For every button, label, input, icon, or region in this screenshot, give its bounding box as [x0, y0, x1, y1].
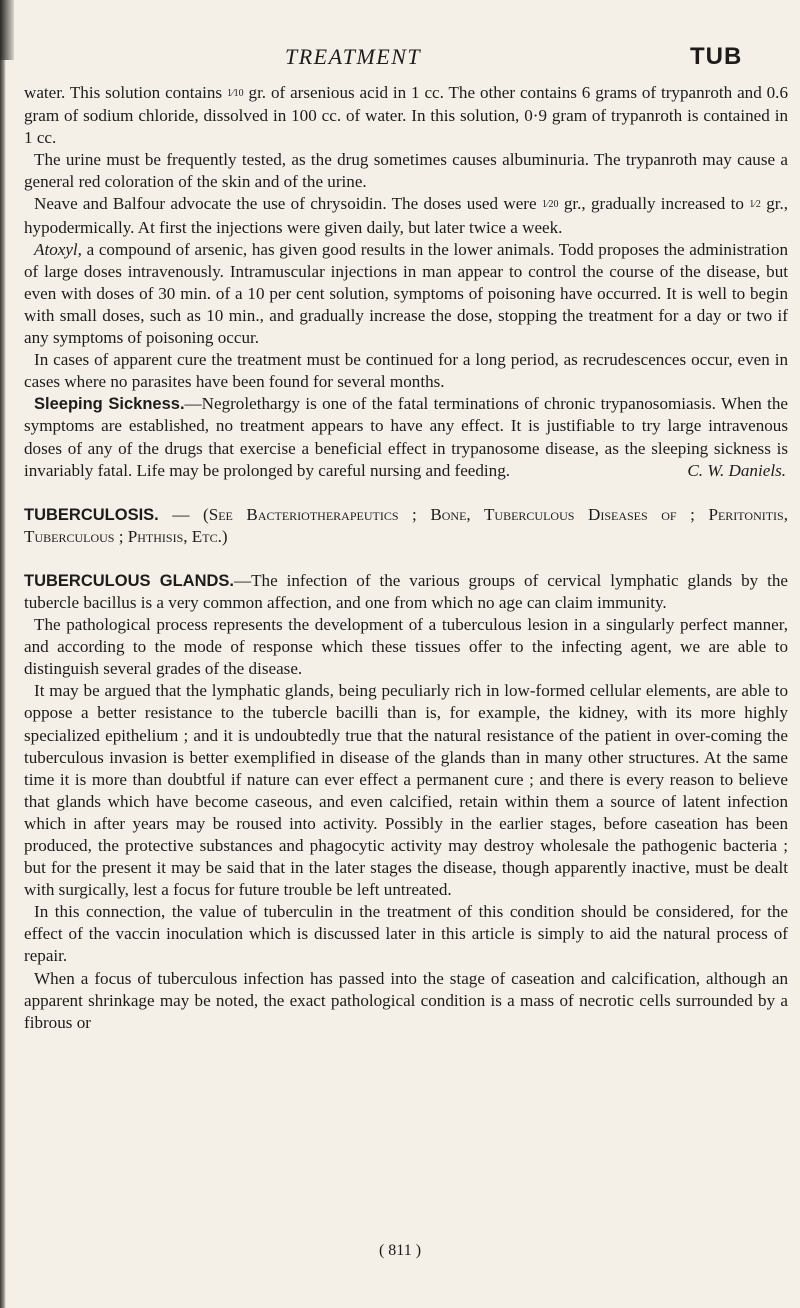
text-run: gr., hypodermically. At first the injections were given daily, but later twice a week.	[24, 194, 789, 237]
paragraph: In cases of apparent cure the treatment must be continued for a long period, as recrudescences occur, even in cases where no parasites have been found for several months.	[24, 350, 788, 392]
author-signature: C. W. Daniels.	[687, 460, 786, 480]
section-heading-tuberculous-glands: TUBERCULOUS GLANDS.	[24, 571, 234, 590]
body-text	[24, 82, 788, 1034]
text-run: —The infection of the various groups of cervical lymphatic glands by the tubercle bacillus is a very common affection, and one from which no age can claim immunity.	[24, 570, 788, 612]
fraction: 1⁄10	[226, 88, 244, 99]
text-run: Neave and Balfour advocate the use of chrysoidin. The doses used were	[34, 194, 537, 214]
fraction: 1⁄2	[749, 199, 761, 211]
paragraph	[24, 193, 788, 238]
paragraph: The urine must be frequently tested, as the drug sometimes causes albuminuria. The trypanroth may cause a general red coloration of the skin and of the urine.	[24, 150, 788, 192]
header-section-tag: TUB	[690, 43, 743, 70]
paragraph	[24, 82, 788, 149]
cross-reference: — (See Bacteriotherapeutics ; Bone, Tuberculous Diseases of ; Peritonitis, Tuberculous ; Phthisis, Etc.)	[24, 504, 788, 546]
text-run: water. This solution contains	[24, 83, 223, 102]
paragraph: It may be argued that the lymphatic glands, being peculiarly rich in low-formed cellular elements, are able to oppose a better resistance to the tubercle bacilli than is, for example, the kidney, with its more highly specialized epithelium ; and it is undoubtedly true that the natural resistance of the patient in over-coming the tuberculous invasion is better exemplified in disease of the glands than in many other structures. At the same time it is more than doubtful if nature can ever effect a permanent cure ; and there is every reason to believe that glands which have become caseous, and even calcified, retain within them a source of latent infection which in after years may be roused into activity. Possibly in the earlier stages, before caseation has been produced, the protective substances and phagocytic activity may destroy wholesale the pathogenic bacteria ; but for the present it may be said that in the later stages the disease, though apparently inactive, must be dealt with surgically, lest a focus for future trouble be left untreated.	[24, 681, 788, 900]
paragraph	[24, 504, 788, 548]
paragraph: When a focus of tuberculous infection has passed into the stage of caseation and calcification, although an apparent shrinkage may be noted, the exact pathological condition is a mass of necrotic cells surrounded by a fibrous or	[24, 968, 788, 1032]
text-run: —Negrolethargy is one of the fatal terminations of chronic trypanosomiasis. When the symptoms are established, no treatment appears to have any effect. It is justifiable to try large intravenous doses of any of the drugs that exercise a beneficial effect in trypanosome disease, as the sleeping sickness is invariably fatal. Life may be prolonged by careful nursing and feeding.	[24, 394, 789, 480]
paragraph	[24, 570, 788, 614]
section-heading-sleeping-sickness: Sleeping Sickness.	[34, 395, 185, 414]
paragraph: The pathological process represents the development of a tuberculous lesion in a singularly perfect manner, and according to the mode of response which these tissues offer to the infecting agent, we are able to distinguish several grades of the disease.	[24, 615, 788, 679]
text-run: gr., gradually increased to	[563, 194, 744, 214]
paragraph: In this connection, the value of tuberculin in the treatment of this condition should be considered, for the effect of the vaccin inoculation which is discussed later in this article is simply to aid the natural process of repair.	[24, 902, 788, 966]
running-header	[0, 44, 800, 74]
text-run: a compound of arsenic, has given good results in the lower animals. Todd proposes the administration of large doses intravenously. Intramuscular injections in man appear to control the course of the disease, but even with doses of 30 min. of a 10 per cent solution, symptoms of poisoning have occurred. It is well to begin with small doses, such as 10 min., and gradually increase the dose, stopping the treatment for a day or two if any symptoms of poisoning occur.	[24, 239, 788, 348]
drug-name: Atoxyl,	[34, 239, 82, 259]
page-number: ( 811 )	[378, 1242, 422, 1259]
header-title: TREATMENT	[285, 44, 422, 69]
fraction: 1⁄20	[541, 199, 559, 211]
paragraph	[24, 239, 788, 349]
text-run: gr. of arsenious acid in 1 cc. The other contains 6 grams of trypanroth and 0.6 gram of sodium chloride, dissolved in 100 cc. of water. In this solution, 0·9 gram of trypanroth is contained in 1 cc.	[24, 83, 788, 148]
section-heading-tuberculosis: TUBERCULOSIS.	[24, 505, 159, 524]
paragraph	[24, 393, 788, 481]
page-binding-edge	[0, 0, 6, 1308]
